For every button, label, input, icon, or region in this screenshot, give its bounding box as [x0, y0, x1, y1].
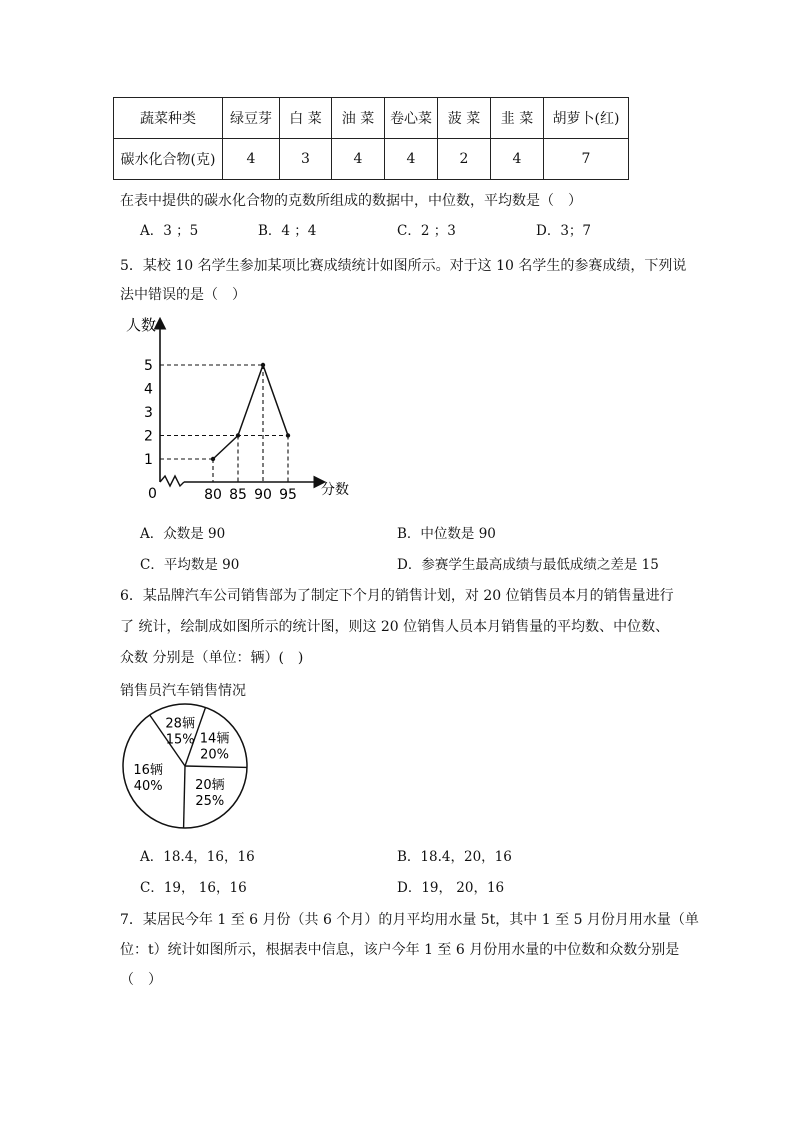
q7-question-line1: 7．某居民今年 1 至 6 月份（共 6 个月）的月平均用水量 5t，其中 1 至 5 月份月用水量（单: [120, 912, 699, 928]
x-tick-label: 85: [229, 487, 247, 503]
q4-option-b: B．4 ；4: [258, 223, 317, 239]
q5-question-line2: 法中错误的是（ ）: [120, 287, 246, 303]
q5-question-line1: 5．某校 10 名学生参加某项比赛成绩统计如图所示。对于这 10 名学生的参赛成绩，下列说: [120, 258, 687, 274]
q4-option-a: A．3 ；5: [140, 223, 199, 239]
table-cell: 4: [385, 139, 438, 180]
table-header-cell: 菠 菜: [438, 98, 491, 139]
table-header-cell: 卷心菜: [385, 98, 438, 139]
table-cell: 4: [223, 139, 280, 180]
y-tick-label: 1: [144, 452, 153, 468]
y-axis-label: 人数: [126, 316, 157, 334]
origin-label: 0: [148, 486, 157, 502]
table-cell: 2: [438, 139, 491, 180]
y-tick-label: 4: [144, 381, 153, 398]
q6-option-a: A．18.4，16，16: [140, 849, 255, 865]
table-header-cell: 胡萝卜(红): [544, 98, 629, 139]
score-line-chart: [120, 310, 360, 505]
axis-break-icon: [160, 476, 184, 486]
q6-option-c: C．19， 16，16: [140, 880, 247, 896]
pie-slice-count-label: 14辆: [199, 731, 230, 747]
pie-chart-title: 销售员汽车销售情况: [120, 683, 246, 699]
y-tick-label: 5: [144, 358, 153, 374]
x-tick-label: 95: [279, 487, 297, 503]
table-row: [114, 139, 629, 180]
data-point: [286, 433, 290, 437]
pie-slice-count-label: 28辆: [165, 716, 195, 732]
table-cell: 4: [332, 139, 385, 180]
q6-question-line2: 了 统计，绘制成如图所示的统计图，则这 20 位销售人员本月销售量的平均数、中位数、: [120, 619, 670, 635]
table-header-cell: 白 菜: [280, 98, 332, 139]
sales-pie-chart: [118, 700, 253, 832]
q7-question-line3: （ ）: [120, 972, 162, 988]
x-axis-label: 分数: [321, 482, 349, 498]
q5-option-c: C．平均数是 90: [140, 557, 240, 573]
q5-option-b: B．中位数是 90: [397, 526, 496, 542]
y-tick-label: 2: [144, 428, 153, 445]
q6-option-d: D．19， 20，16: [397, 880, 505, 896]
q6-option-b: B．18.4，20，16: [397, 849, 512, 865]
series-line: [213, 365, 288, 459]
q5-option-d: D．参赛学生最高成绩与最低成绩之差是 15: [397, 557, 659, 573]
pie-slice-count-label: 20辆: [195, 778, 225, 794]
q5-option-a: A．众数是 90: [140, 526, 226, 542]
table-cell: 3: [280, 139, 332, 180]
pie-slice-percent-label: 25%: [195, 794, 225, 810]
table-header-cell: 绿豆芽: [223, 98, 280, 139]
table-header-cell: 韭 菜: [491, 98, 544, 139]
x-tick-label: 90: [254, 487, 272, 503]
pie-slice-percent-label: 40%: [133, 779, 163, 795]
q6-question-line3: 众数 分别是（单位：辆）( ): [120, 650, 304, 666]
pie-slice-percent-label: 20%: [200, 747, 230, 763]
pie-slice-percent-label: 15%: [165, 732, 195, 748]
q4-option-d: D．3；7: [536, 223, 592, 239]
table-row-label: 碳水化合物(克): [114, 139, 223, 180]
q6-question-line1: 6．某品牌汽车公司销售部为了制定下个月的销售计划，对 20 位销售员本月的销售量进行: [120, 588, 674, 604]
data-point: [211, 457, 215, 461]
table-header-cell: 油 菜: [332, 98, 385, 139]
pie-slice-count-label: 16辆: [133, 763, 163, 779]
data-point: [261, 363, 265, 367]
table-header-row: [114, 98, 629, 139]
q7-question-line2: 位：t）统计如图所示，根据表中信息，该户今年 1 至 6 月份用水量的中位数和众数分别是: [120, 942, 680, 958]
table-cell: 4: [491, 139, 544, 180]
y-tick-label: 3: [144, 405, 153, 421]
x-tick-label: 80: [204, 487, 222, 503]
table-cell: 7: [544, 139, 629, 180]
carbohydrate-table: [113, 97, 629, 180]
table-header-label: 蔬菜种类: [114, 98, 223, 139]
q4-question: 在表中提供的碳水化合物的克数所组成的数据中，中位数，平均数是（ ）: [120, 193, 582, 209]
data-point: [236, 433, 240, 437]
q4-option-c: C．2 ；3: [397, 223, 456, 239]
